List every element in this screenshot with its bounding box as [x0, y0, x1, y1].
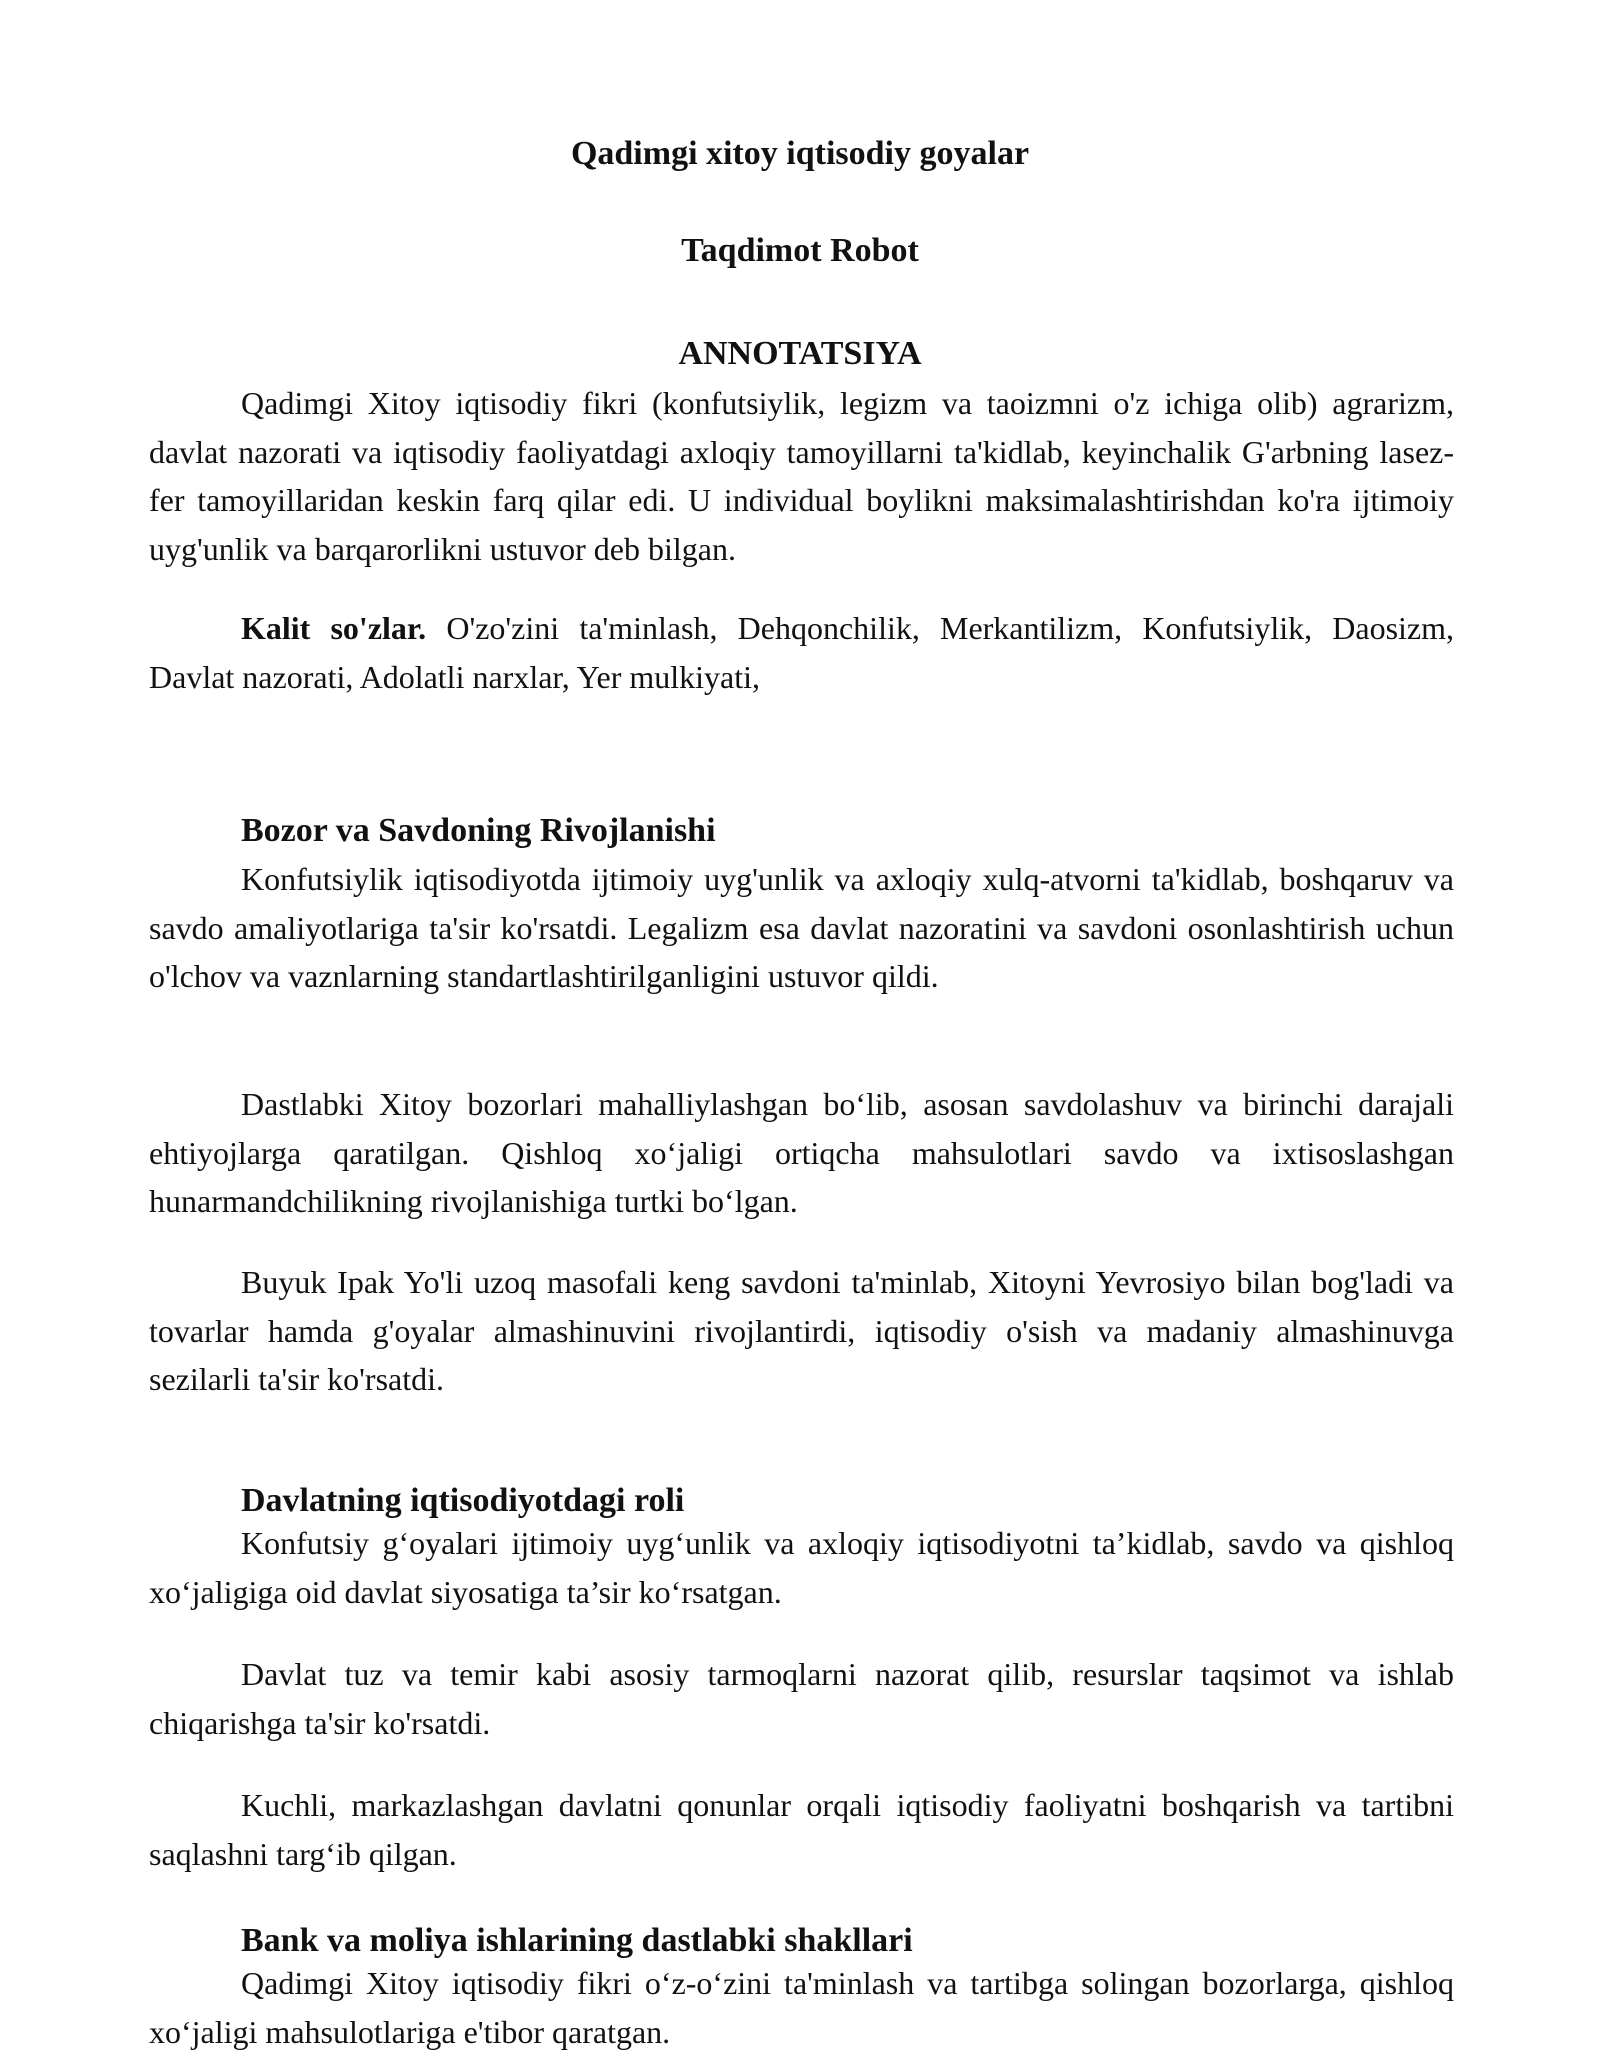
keywords-label: Kalit so'zlar.: [241, 610, 427, 646]
section-banking-paragraph-1: Qadimgi Xitoy iqtisodiy fikri o‘z-o‘zini ta'minlash va tartibga solingan bozorlarga, qishloq xo‘jaligi mahsulotlariga e'tibor qaratgan.: [149, 1965, 1454, 2050]
keywords-paragraph: [149, 604, 1454, 701]
section-state-paragraph-1: Konfutsiy g‘oyalari ijtimoiy uyg‘unlik va axloqiy iqtisodiyotni ta’kidlab, savdo va qishloq xo‘jaligiga oid davlat siyosatiga ta’sir ko‘rsatgan.: [149, 1525, 1454, 1610]
keywords-list: O'zo'zini ta'minlash, Dehqonchilik, Merkantilizm, Konfutsiylik, Daosizm, Davlat nazorati, Adolatli narxlar, Yer mulkiyati,: [149, 610, 1455, 695]
section-heading-market: Bozor va Savdoning Rivojlanishi: [241, 812, 716, 849]
document-title: Qadimgi xitoy iqtisodiy goyalar: [570, 135, 1030, 172]
annotation-heading: ANNOTATSIYA: [678, 335, 922, 372]
section-heading-state-role: Davlatning iqtisodiyotdagi roli: [241, 1482, 685, 1519]
annotation-paragraph: Qadimgi Xitoy iqtisodiy fikri (konfutsiylik, legizm va taoizmni o'z ichiga olib) agrarizm, davlat nazorati va iqtisodiy faoliyatdagi axloqiy tamoyillarni ta'kidlab, keyinchalik G'arbning lasez-fer tamoyillaridan keskin farq qilar edi. U individual boylikni maksimalashtirishdan ko'ra ijtimoiy uyg'unlik va barqarorlikni ustuvor deb bilgan.: [149, 385, 1454, 567]
author-line: Taqdimot Robot: [681, 232, 919, 269]
section-market-paragraph-1: Konfutsiylik iqtisodiyotda ijtimoiy uyg'unlik va axloqiy xulq-atvorni ta'kidlab, boshqaruv va savdo amaliyotlariga ta'sir ko'rsatdi. Legalizm esa davlat nazoratini va savdoni osonlashtirish uchun o'lchov va vaznlarning standartlashtirilganligini ustuvor qildi.: [149, 861, 1454, 994]
section-market-paragraph-2: Dastlabki Xitoy bozorlari mahalliylashgan bo‘lib, asosan savdolashuv va birinchi darajali ehtiyojlarga qaratilgan. Qishloq xo‘jaligi ortiqcha mahsulotlari savdo va ixtisoslashgan hunarmandchilikning rivojlanishiga turtki bo‘lgan.: [149, 1086, 1454, 1219]
section-state-paragraph-3: Kuchli, markazlashgan davlatni qonunlar orqali iqtisodiy faoliyatni boshqarish va tartibni saqlashni targ‘ib qilgan.: [149, 1787, 1454, 1872]
section-state-paragraph-2: Davlat tuz va temir kabi asosiy tarmoqlarni nazorat qilib, resurslar taqsimot va ishlab chiqarishga ta'sir ko'rsatdi.: [149, 1656, 1454, 1741]
section-heading-banking: Bank va moliya ishlarining dastlabki shakllari: [241, 1922, 913, 1959]
section-market-paragraph-3: Buyuk Ipak Yo'li uzoq masofali keng savdoni ta'minlab, Xitoyni Yevrosiyo bilan bog'ladi va tovarlar hamda g'oyalar almashinuvini rivojlantirdi, iqtisodiy o'sish va madaniy almashinuvga sezilarli ta'sir ko'rsatdi.: [149, 1264, 1454, 1397]
